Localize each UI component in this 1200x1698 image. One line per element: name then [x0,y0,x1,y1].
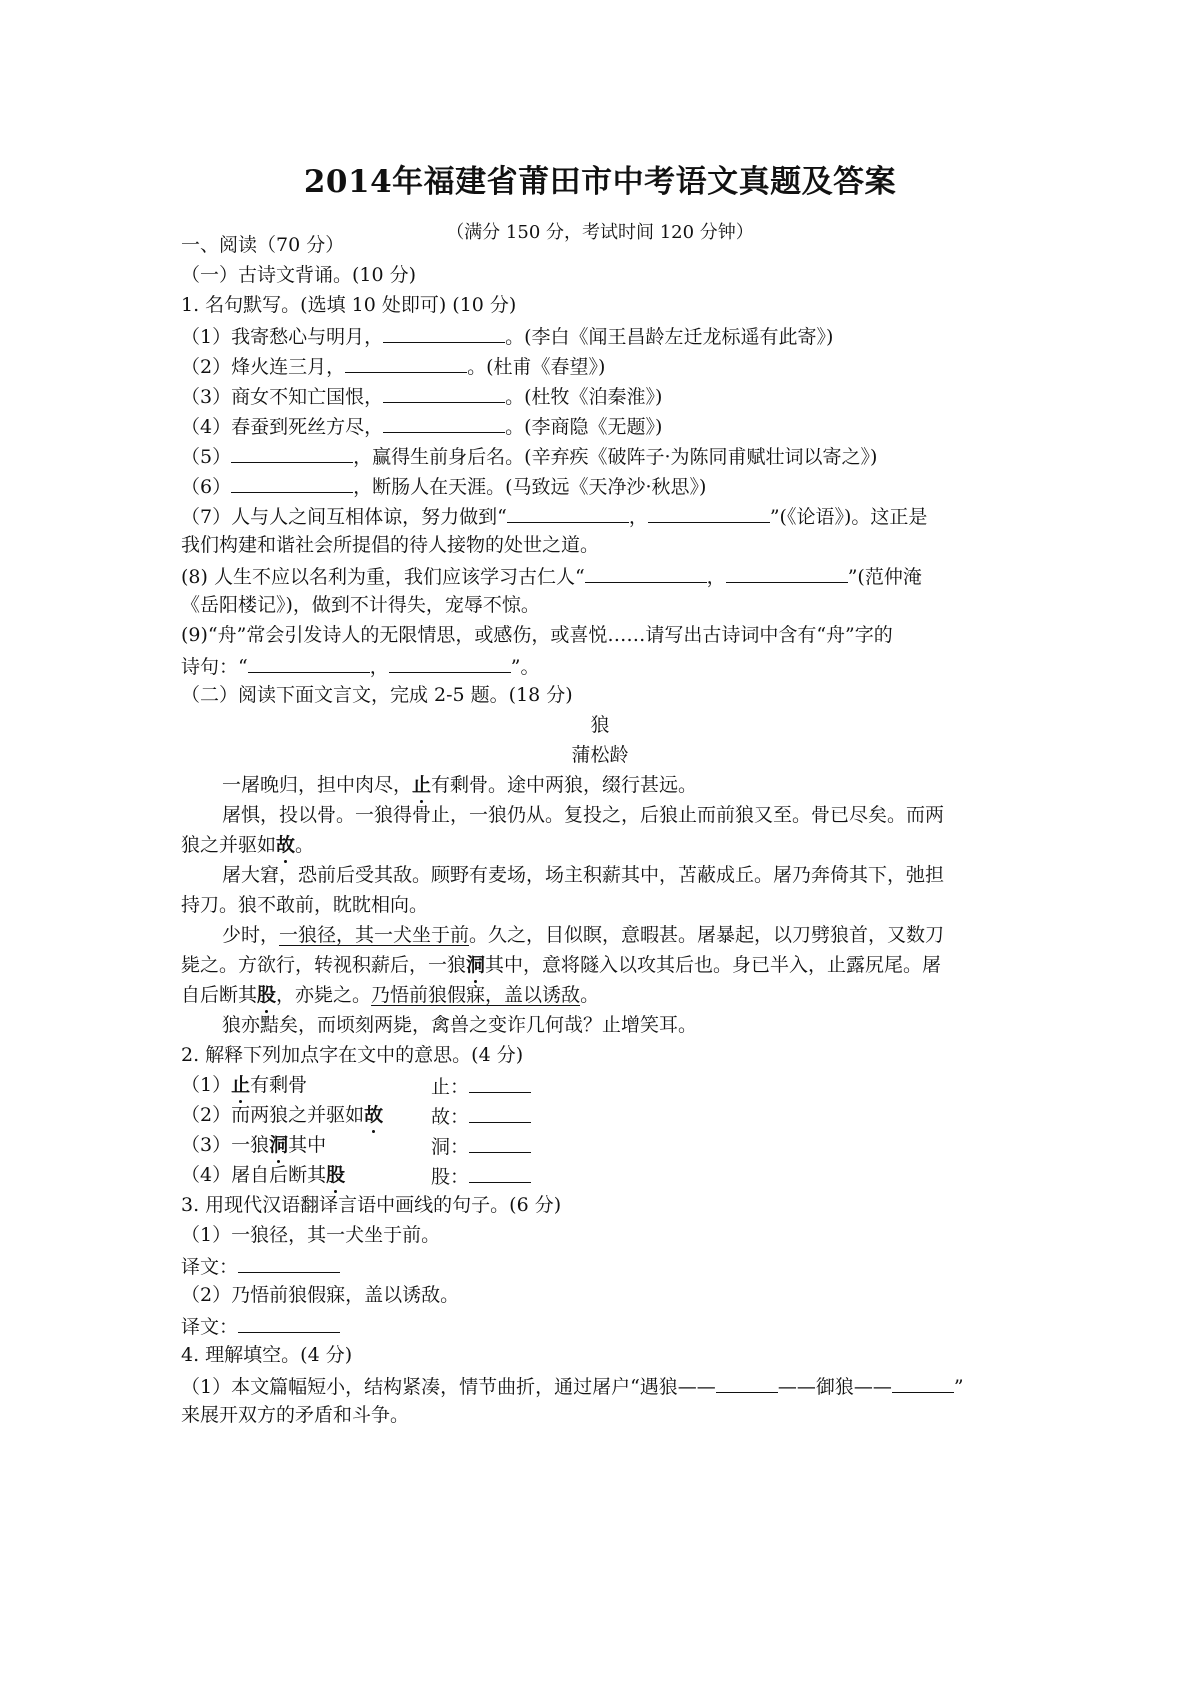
answer-blank[interactable] [238,1312,340,1333]
dotted-character: 股 [326,1164,346,1186]
q3-translation-1: 译文： [181,1252,340,1280]
dotted-character: 洞 [466,954,486,976]
answer-blank[interactable] [716,1372,778,1393]
subsection-heading: （二）阅读下面文言文，完成 2-5 题。(18 分) [181,684,573,706]
page-title: 2014年福建省莆田市中考语文真题及答案 [303,164,897,200]
q2-item-4: （4）屠自后断其股 股： [181,1162,581,1188]
passage-author: 蒲松龄 [571,744,629,766]
answer-blank[interactable] [238,1252,340,1273]
answer-blank[interactable] [648,502,770,523]
q3-translation-2: 译文： [181,1312,340,1340]
question-3: 3. 用现代汉语翻译言语中画线的句子。(6 分) [181,1194,562,1216]
answer-blank[interactable] [248,652,370,673]
passage-paragraph-3-cont: 持刀。狼不敢前，眈眈相向。 [181,894,429,916]
dotted-character: 故 [276,834,296,856]
question-1: 1. 名句默写。(选填 10 处即可) (10 分) [181,294,517,316]
question-4: 4. 理解填空。(4 分) [181,1344,353,1366]
q2-item-2: （2）而两狼之并驱如故 故： [181,1102,581,1128]
answer-blank[interactable] [726,562,848,583]
answer-blank[interactable] [469,1162,531,1183]
fill-item-7: （7）人与人之间互相体谅，努力做到“ ， ”(《论语》)。这正是 [181,502,927,530]
answer-blank[interactable] [383,322,505,343]
fill-item-5: （5） ，赢得生前身后名。(辛弃疾《破阵子·为陈同甫赋壮词以寄之》) [181,442,877,470]
fill-item-1: （1）我寄愁心与明月， 。(李白《闻王昌龄左迁龙标遥有此寄》) [181,322,833,350]
answer-blank[interactable] [345,352,467,373]
answer-blank[interactable] [469,1102,531,1123]
fill-item-6: （6） ，断肠人在天涯。(马致远《天净沙·秋思》) [181,472,706,500]
section-heading: 一、阅读（70 分） [181,234,345,256]
passage-paragraph-4-cont: 毙之。方欲行，转视积薪后，一狼洞其中，意将隧入以攻其后也。身已半入，止露尻尾。屠 [181,954,942,976]
answer-blank[interactable] [231,472,353,493]
q3-item-1: （1）一狼径，其一犬坐于前。 [181,1224,441,1246]
answer-blank[interactable] [469,1072,531,1093]
fill-item-3: （3）商女不知亡国恨， 。(杜牧《泊秦淮》) [181,382,662,410]
passage-paragraph-2-cont: 狼之并驱如故。 [181,834,315,856]
answer-blank[interactable] [383,412,505,433]
dotted-character: 止 [231,1074,251,1096]
passage-paragraph-4: 少时，一狼径，其一犬坐于前。久之，目似瞑，意暇甚。屠暴起，以刀劈狼首，又数刀 [222,924,945,946]
answer-blank[interactable] [389,652,511,673]
dotted-character: 洞 [269,1134,289,1156]
fill-item-9-cont: 诗句：“ ， ”。 [181,652,539,680]
passage-paragraph-2: 屠惧，投以骨。一狼得骨止，一狼仍从。复投之，后狼止而前狼又至。骨已尽矣。而两 [222,804,945,826]
passage-paragraph-4-end: 自后断其股，亦毙之。乃悟前狼假寐，盖以诱敌。 [181,984,600,1006]
passage-title: 狼 [590,714,610,736]
passage-paragraph-5: 狼亦黠矣，而顷刻两毙，禽兽之变诈几何哉？止增笑耳。 [222,1014,698,1036]
page-subtitle: （满分 150 分，考试时间 120 分钟） [446,222,754,243]
q2-item-1: （1）止有剩骨 止： [181,1072,581,1098]
q4-item-1: （1）本文篇幅短小，结构紧凑，情节曲折，通过屠户“遇狼—— ——御狼—— ” [181,1372,964,1400]
fill-item-2: （2）烽火连三月， 。(杜甫《春望》) [181,352,605,380]
passage-paragraph-3: 屠大窘，恐前后受其敌。顾野有麦场，场主积薪其中，苫蔽成丘。屠乃奔倚其下，弛担 [222,864,945,886]
subsection-heading: （一）古诗文背诵。(10 分) [181,264,417,286]
fill-item-7-cont: 我们构建和谐社会所提倡的待人接物的处世之道。 [181,534,600,556]
answer-blank[interactable] [892,1372,954,1393]
dotted-character: 故 [364,1104,384,1126]
question-2: 2. 解释下列加点字在文中的意思。(4 分) [181,1044,524,1066]
passage-paragraph-1: 一屠晚归，担中肉尽，止有剩骨。途中两狼，缀行甚远。 [222,774,698,796]
dotted-character: 股 [257,984,277,1006]
answer-blank[interactable] [507,502,629,523]
q3-item-2: （2）乃悟前狼假寐，盖以诱敌。 [181,1284,460,1306]
fill-item-4: （4）春蚕到死丝方尽， 。(李商隐《无题》) [181,412,662,440]
q2-item-3: （3）一狼洞其中 洞： [181,1132,581,1158]
answer-blank[interactable] [231,442,353,463]
q4-item-1-cont: 来展开双方的矛盾和斗争。 [181,1404,410,1426]
fill-item-9: (9)“舟”常会引发诗人的无限情思，或感伤，或喜悦……请写出古诗词中含有“舟”字的 [181,624,893,646]
underlined-sentence: 乃悟前狼假寐，盖以诱敌 [371,984,581,1006]
fill-item-8-cont: 《岳阳楼记》)，做到不计得失，宠辱不惊。 [181,594,540,616]
answer-blank[interactable] [383,382,505,403]
dotted-character: 止 [412,774,432,796]
answer-blank[interactable] [585,562,707,583]
underlined-sentence: 一狼径，其一犬坐于前 [279,924,470,946]
answer-blank[interactable] [469,1132,531,1153]
fill-item-8: (8) 人生不应以名利为重，我们应该学习古仁人“ ， ”(范仲淹 [181,562,922,590]
